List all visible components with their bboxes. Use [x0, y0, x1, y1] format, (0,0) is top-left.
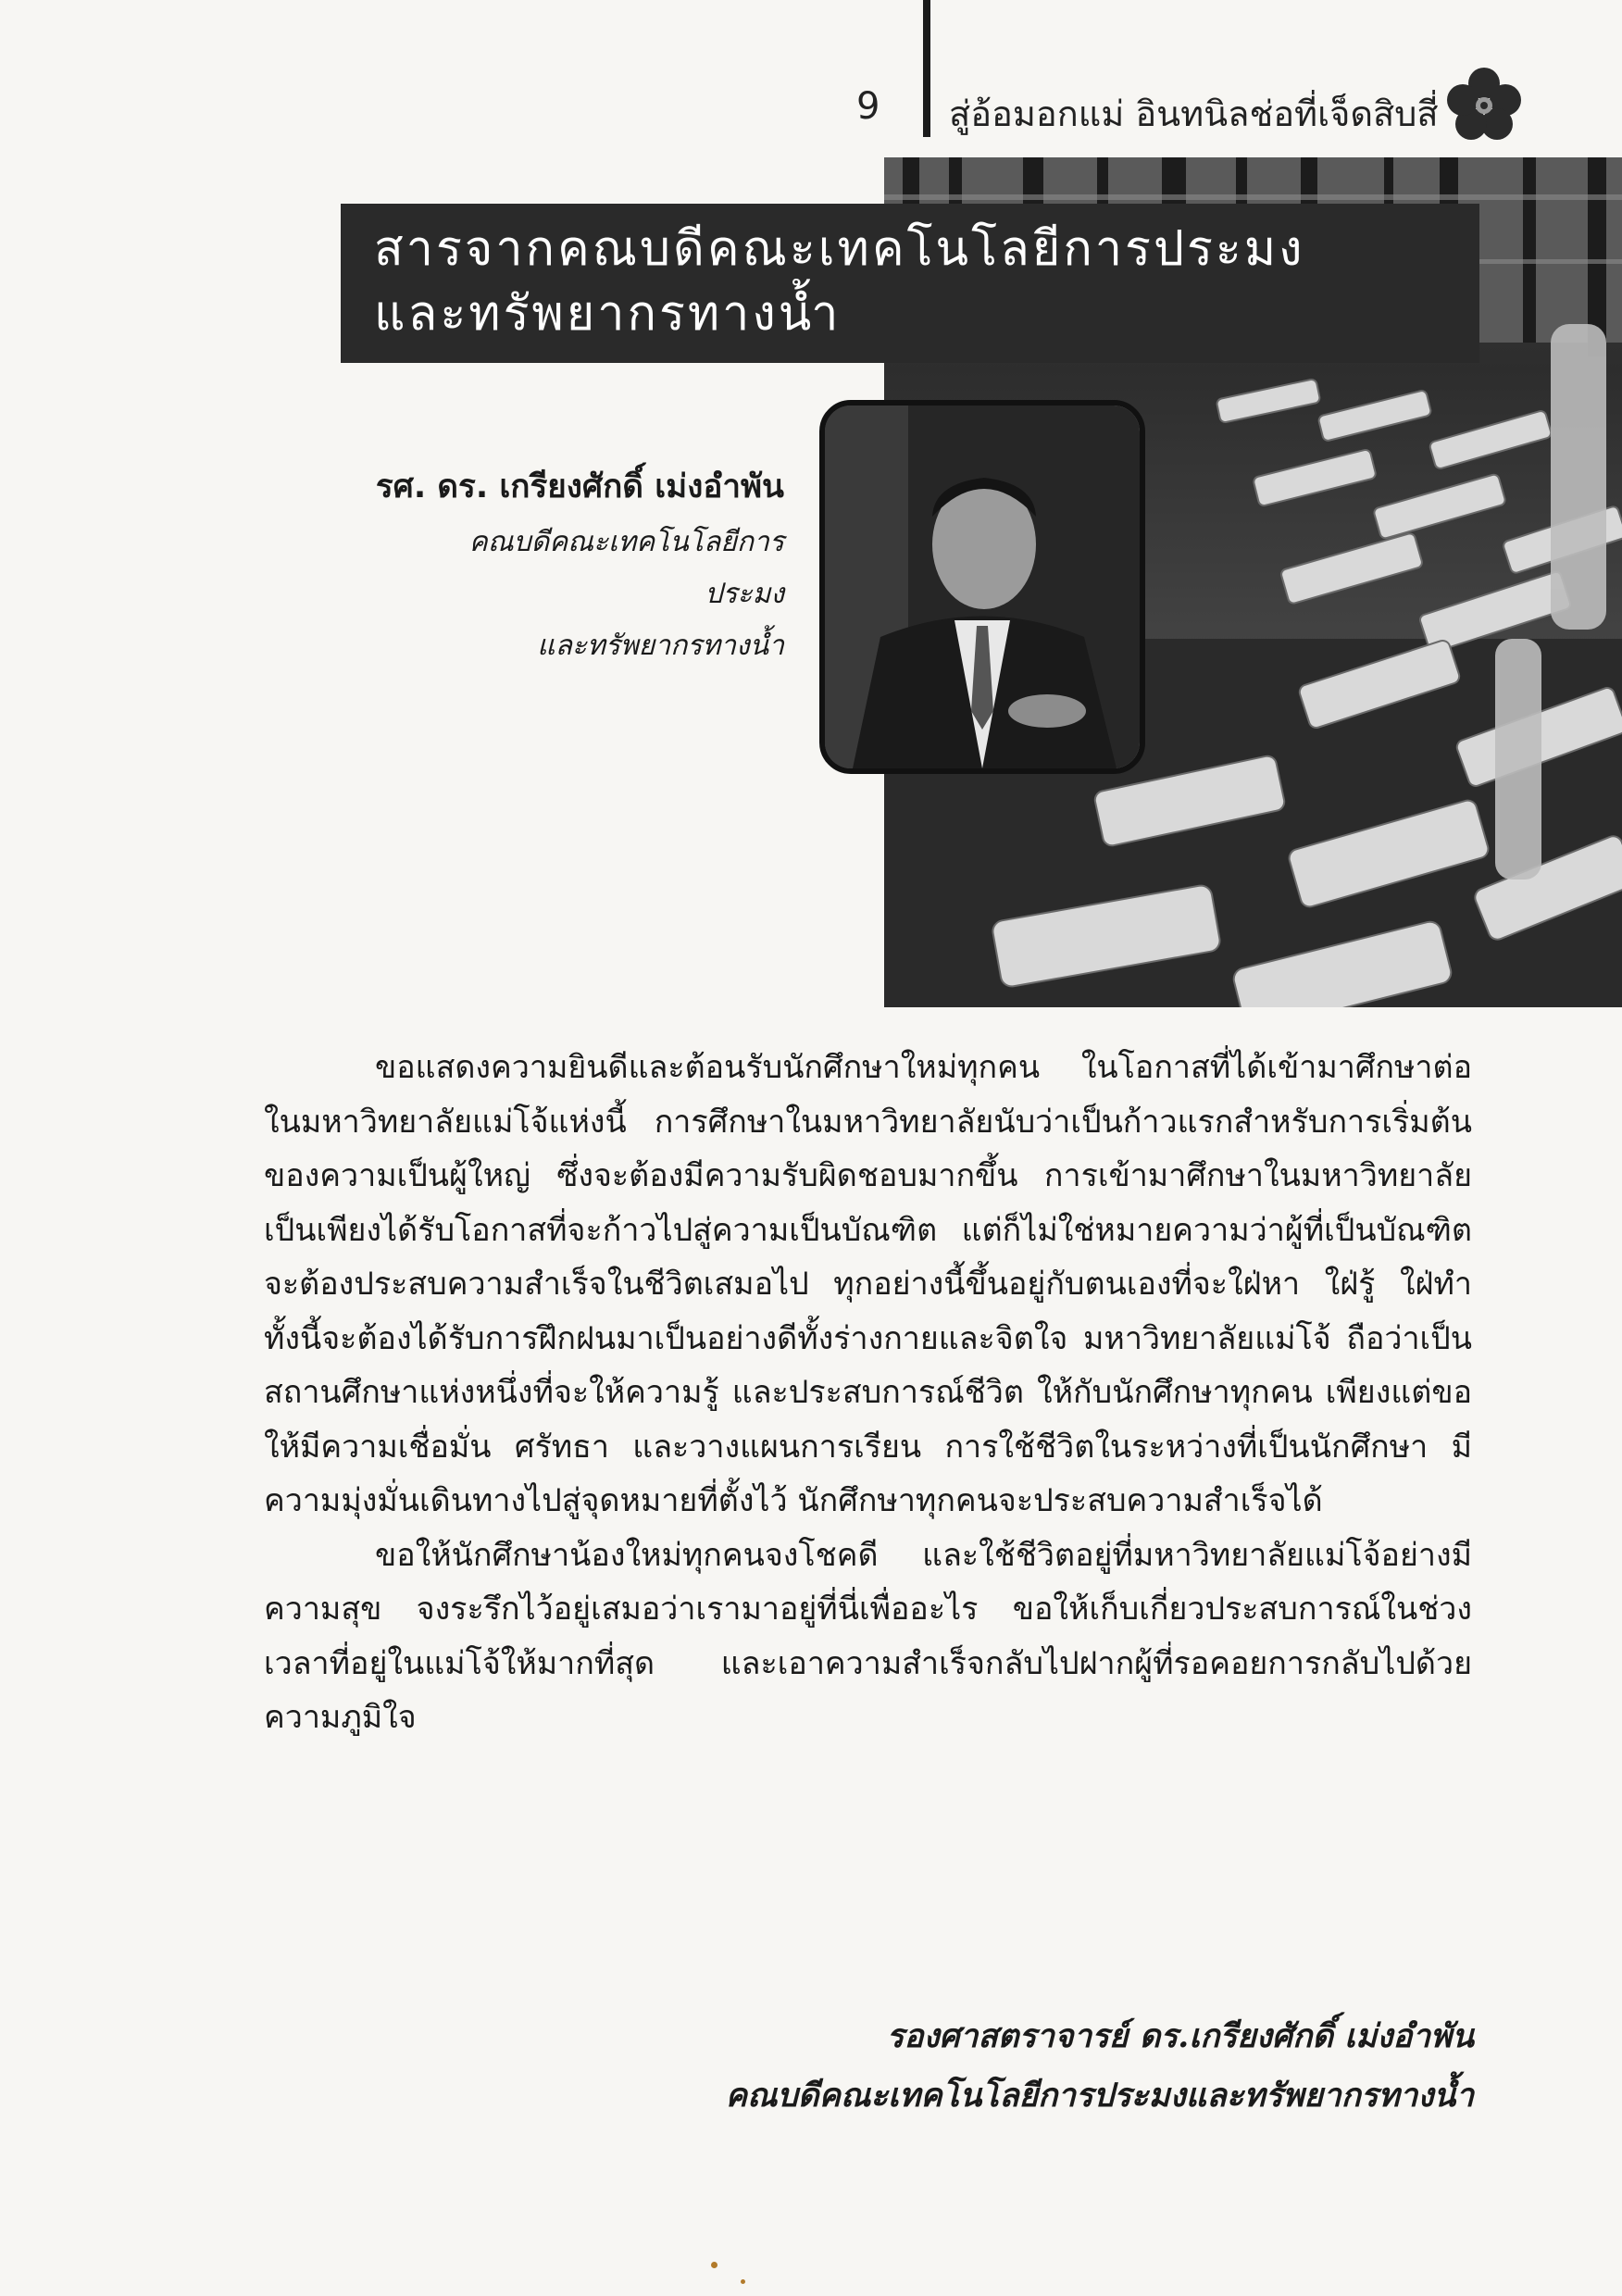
paper-speck: [741, 2279, 745, 2284]
header-divider: [923, 0, 930, 137]
body-paragraph-1: ขอแสดงความยินดีและต้อนรับนักศึกษาใหม่ทุกคน ในโอกาสที่ได้เข้ามาศึกษาต่อในมหาวิทยาลัยแม่โจ้แห่งนี้ การศึกษาในมหาวิทยาลัยนับว่าเป็นก้าวแรกสำหรับการเริ่มต้นของความเป็นผู้ใหญ่ ซึ่งจะต้องมีความรับผิดชอบมากขึ้น การเข้ามาศึกษาในมหาวิทยาลัยเป็นเพียงได้รับโอกาสที่จะก้าวไปสู่ความเป็นบัณฑิต แต่ก็ไม่ใช่หมายความว่าผู้ที่เป็นบัณฑิตจะต้องประสบความสำเร็จในชีวิตเสมอไป ทุกอย่างนี้ขึ้นอยู่กับตนเองที่จะใฝ่หา ใฝ่รู้ ใฝ่ทำ ทั้งนี้จะต้องได้รับการฝึกฝนมาเป็นอย่างดีทั้งร่างกายและจิตใจ มหาวิทยาลัยแม่โจ้ ถือว่าเป็นสถานศึกษาแห่งหนึ่งที่จะให้ความรู้ และประสบการณ์ชีวิต ให้กับนักศึกษาทุกคน เพียงแต่ขอให้มีความเชื่อมั่น ศรัทธา และวางแผนการเรียน การใช้ชีวิตในระหว่างที่เป็นนักศึกษา มีความมุ่งมั่นเดินทางไปสู่จุดหมายที่ตั้งไว้ นักศึกษาทุกคนจะประสบความสำเร็จได้: [264, 1049, 1472, 1519]
author-name: รศ. ดร. เกรียงศักดิ์ เม่งอำพัน: [375, 468, 784, 505]
message-body: [264, 1041, 1472, 1745]
author-role-line-2: และทรัพยากรทางน้ำ: [537, 630, 784, 662]
body-paragraph-2: ขอให้นักศึกษาน้องใหม่ทุกคนจงโชคดี และใช้ชีวิตอยู่ที่มหาวิทยาลัยแม่โจ้อย่างมีความสุข จงระรึกไว้อยู่เสมอว่าเรามาอยู่ที่นี่เพื่ออะไร ขอให้เก็บเกี่ยวประสบการณ์ในช่วงเวลาที่อยู่ในแม่โจ้ให้มากที่สุด และเอาความสำเร็จกลับไปฝากผู้ที่รอคอยการกลับไปด้วยความภูมิใจ: [264, 1536, 1472, 1736]
page-number: 9: [856, 85, 880, 128]
banner-title-line-1: สารจากคณบดีคณะเทคโนโลยีการประมง: [374, 221, 1305, 277]
signature-title: คณบดีคณะเทคโนโลยีการประมงและทรัพยากรทางน้ำ: [725, 2077, 1474, 2115]
banner-title-line-2: และทรัพยากรทางน้ำ: [374, 286, 842, 342]
signature-name: รองศาสตราจารย์ ดร.เกรียงศักดิ์ เม่งอำพัน: [886, 2017, 1474, 2055]
author-role: [395, 517, 784, 672]
paper-speck: [711, 2262, 717, 2268]
author-role-line-1: คณบดีคณะเทคโนโลยีการประมง: [468, 526, 784, 610]
flower-icon: [1444, 65, 1524, 144]
author-portrait: [819, 400, 1145, 774]
title-banner: [341, 204, 1479, 363]
signature-block: [726, 2007, 1474, 2126]
running-title: สู่อ้อมอกแม่ อินทนิลช่อที่เจ็ดสิบสี่: [949, 94, 1439, 134]
